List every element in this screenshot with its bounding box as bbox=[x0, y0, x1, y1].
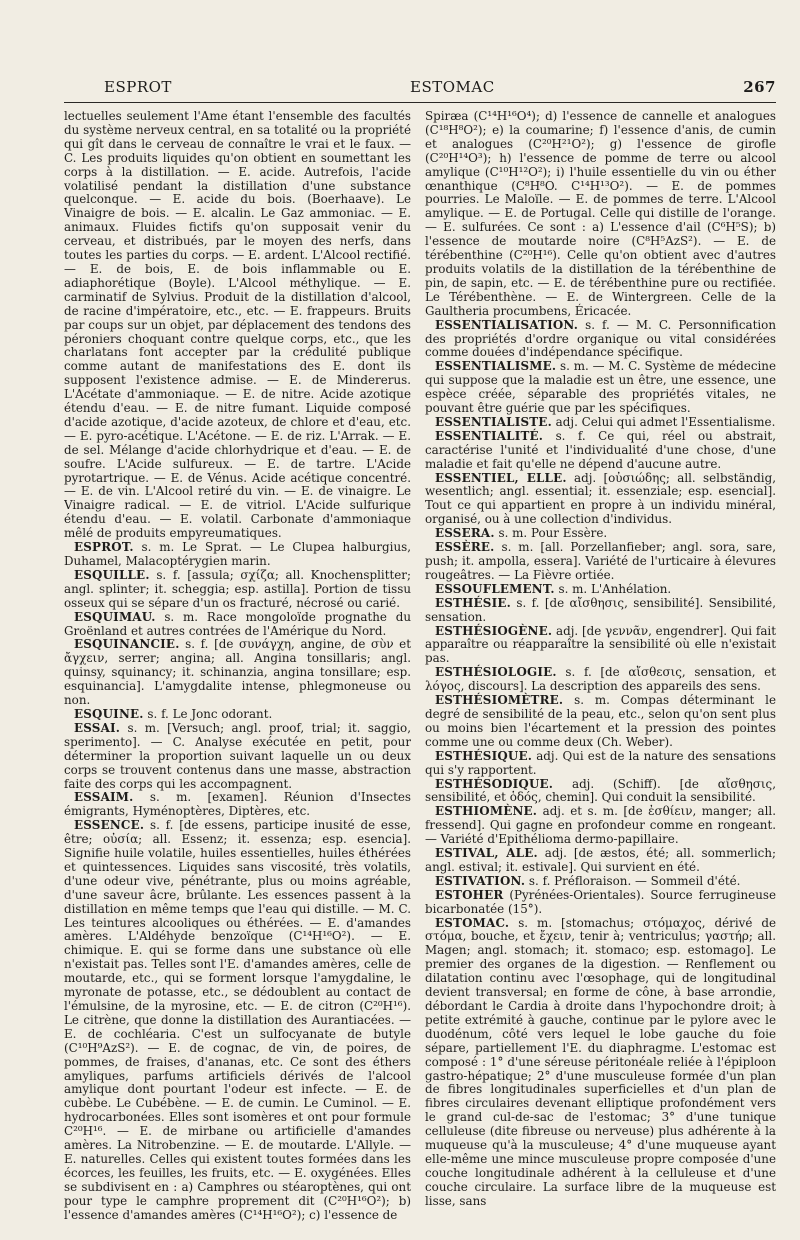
entry-definition: s. m. [Versuch; angl. proof, trial; it. saggio, sperimento]. — C. Analyse exécutée en petit, pour déterminer la proportion suivant laquelle un ou deux corps se trouvent contenus dans une masse, abstraction faite des corps qui les accompagnent. bbox=[64, 720, 411, 791]
entry-headword: ESTHÉSIOMÈTRE. bbox=[435, 693, 564, 708]
entry-definition: s. m. Le Sprat. — Le Clupea halburgius, Duhamel, Malacoptérygien marin. bbox=[64, 540, 411, 568]
entry-headword: ESTOHER bbox=[435, 887, 504, 902]
header-center-word: ESTOMAC bbox=[410, 78, 495, 96]
entry-definition: adj. [de æstos, été; all. sommerlich; angl. estival; it. estivale]. Qui survient en été. bbox=[425, 846, 776, 874]
entry-definition: s. m. Pour Essère. bbox=[494, 526, 608, 541]
entry-definition: s. m. [examen]. Réunion d'Insectes émigrants, Hyménoptères, Diptères, etc. bbox=[64, 790, 411, 819]
dictionary-entry bbox=[425, 778, 776, 806]
dictionary-entry bbox=[64, 541, 411, 569]
entry-definition: s. m. — M. C. Système de médecine qui suppose que la maladie est un être, une essence, une espèce créée, séparable des propriétés vitales, ne pouvant être guérie que par les spécifiques. bbox=[425, 359, 776, 416]
entry-definition: s. f. Le Jonc odorant. bbox=[143, 706, 273, 721]
dictionary-entry bbox=[425, 889, 776, 917]
entry-definition: s. f. Préfloraison. — Sommeil d'été. bbox=[525, 873, 741, 888]
entry-headword: ESTIVATION. bbox=[435, 873, 526, 888]
dictionary-entry bbox=[64, 708, 411, 722]
entry-continuation bbox=[425, 110, 776, 319]
entry-definition: adj. Qui est de la nature des sensations qui s'y rapportent. bbox=[425, 748, 776, 777]
entry-headword: ESTHÉSIOGÈNE. bbox=[435, 623, 553, 638]
right-column bbox=[425, 110, 776, 1230]
entry-headword: ESSENTIALISTE. bbox=[435, 414, 552, 429]
entry-definition: s. f. [de essens, participe inusité de esse, être; οὐσία; all. Essenz; it. essenza; esp. esencia]. Signifie huile volatile, huiles essentielles, huiles éthérées et quintessences. Liquides sans viscosité, très volatils, d'une odeur vive, pénétrante, plus ou moins agréable, d'une saveur âcre, brûlante. Les essences passent à la distillation en même temps que l'eau qui distille. — M. C. Les teintures alcooliques ou éthérées. — E. d'amandes amères. L'Aldéhyde benzoïque (C¹⁴H¹⁶O²). — E. chimique. E. qui se forme dans une substance où elle n'existait pas. Telles sont l'E. d'amandes amères, celle de moutarde, etc., qui se forment lorsque l'amygdaline, le myronate de potasse, etc., se dédoublent au contact de l'émulsine, de la myrosine, etc. — E. de citron (C²⁰H¹⁶). Le citrène, que donne la distillation des Aurantiacées. — E. de cochléaria. C'est un sulfocyanate de butyle (C¹⁰H⁹AzS²). — E. de cognac, de vin, de poires, de pommes, de fraises, d'ananas, etc. Ce sont des éthers amyliques, parfums artificiels dérivés de l'alcool amylique dont pourtant l'odeur est infecte. — E. de cubèbe. Le Cubébène. — E. de cumin. Le Cuminol. — E. hydrocarbonées. Elles sont isomères et ont pour formule C²⁰H¹⁶. — E. de mirbane ou artificielle d'amandes amères. La Nitrobenzine. — E. de moutarde. L'Allyle. — E. naturelles. Celles qui existent toutes formées dans les écorces, les feuilles, les fruits, etc. — E. oxygénées. Elles se subdivisent en : a) Camphres ou stéaroptènes, qui ont pour type le camphre proprement dit (C²⁰H¹⁶O²); b) l'essence d'amandes amères (C¹⁴H¹⁶O²); c) l'essence de bbox=[64, 818, 411, 1222]
left-column bbox=[64, 110, 411, 1230]
dictionary-entry bbox=[425, 472, 776, 528]
entry-definition: s. f. — M. C. Personnification des propriétés d'ordre organique ou vital considérées comme douées d'indépendance spécifique. bbox=[425, 317, 776, 360]
dictionary-entry bbox=[425, 360, 776, 416]
dictionary-entry bbox=[425, 666, 776, 694]
entry-definition: Spiræa (C¹⁴H¹⁶O⁴); d) l'essence de cannelle et analogues (C¹⁸H⁸O²); e) la coumarine; f) l'essence d'anis, de cumin et analogues (C²⁰H²¹O²); g) l'essence de girofle (C²⁰H¹⁴O³); h) l'essence de pomme de terre ou alcool amylique (C¹⁰H¹²O²); i) l'huile essentielle du vin ou éther œnanthique (C⁸H⁸O. C¹⁴H¹³O²). — E. de pommes pourries. Le Maloïle. — E. de pommes de terre. L'Alcool amylique. — E. de Portugal. Celle qui distille de l'orange. — E. sulfurées. Ce sont : a) L'essence d'ail (C⁶H⁵S); b) l'essence de moutarde noire (C⁸H⁵AzS²). — E. de térébenthine (C²⁰H¹⁶). Celle qu'on obtient avec d'autres produits volatils de la distillation de la térébenthine de pin, de sapin, etc. — E. de térébenthine pure ou rectifiée. Le Térébenthène. — E. de Wintergreen. Celle de la Gaultheria procumbens, Éricacée. bbox=[425, 110, 776, 318]
entry-definition: s. f. [de αἴσθεσις, sensation, et λόγος, discours]. La description des appareils des sens. bbox=[425, 665, 776, 694]
entry-continuation bbox=[64, 110, 411, 541]
entry-definition: adj. [de γεννᾶν, engendrer]. Qui fait apparaître ou réapparaître la sensibilité où elle n'existait pas. bbox=[425, 623, 776, 666]
entry-definition: adj. [οὐσιώδης; all. selbständig, wesentlich; angl. essential; it. essenziale; esp. esencial]. Tout ce qui appartient en propre à un individu minéral, organisé, ou à une collection d'individus. bbox=[425, 470, 776, 527]
entry-headword: ESSERA. bbox=[435, 526, 495, 541]
entry-headword: ESTHÉSIOLOGIE. bbox=[435, 665, 557, 680]
entry-headword: ESTHÉSODIQUE. bbox=[435, 776, 554, 791]
header-rule bbox=[64, 102, 776, 103]
dictionary-entry bbox=[64, 722, 411, 792]
entry-definition: s. m. L'Anhélation. bbox=[554, 581, 672, 596]
entry-headword: ESSENTIEL, ELLE. bbox=[435, 470, 567, 485]
entry-definition: s. f. [de συνάγχη, angine, de σὺν et ἄγχειν, serrer; angina; all. Angina tonsillaris; angl. quinsy, squinancy; it. schinanzia, angina tonsillare; esp. esquinancia]. L'amygdalite intense, phlegmoneuse ou non. bbox=[64, 637, 411, 708]
entry-definition: s. m. [stomachus; στόμαχος, dérivé de στόμα, bouche, et ἔχειν, tenir à; ventriculus; γαστήρ; all. Magen; angl. stomach; it. stomaco; esp. estomago]. Le premier des organes de la digestion. — Renflement ou dilatation continu avec l'œsophage, qui de longitudinal devient transversal; en forme de cône, à base arrondie, débordant le Cardia à droite dans l'hypochondre droit; à petite extrémité à gauche, continue par le pylore avec le duodénum, côté vers lequel le lobe gauche du foie sépare, partiellement l'E. du diaphragme. L'estomac est composé : 1° d'une séreuse péritonéale reliée à l'épiploon gastro-hépatique; 2° d'une musculeuse formée d'un plan de fibres longitudinales superficielles et d'un plan de fibres circulaires devenant elliptique profondément vers le grand cul-de-sac de l'estomac; 3° d'une tunique celluleuse (dite fibreuse ou nerveuse) plus adhérente à la muqueuse qu'à la musculeuse; 4° d'une muqueuse ayant elle-même une mince musculeuse propre composée d'une couche longitudinale adhérent à la celluleuse et d'une couche circulaire. La surface libre de la muqueuse est lisse, sans bbox=[425, 915, 776, 1208]
entry-headword: ESSENTIALITÉ. bbox=[435, 428, 544, 443]
entry-definition: lectuelles seulement l'Ame étant l'ensemble des facultés du système nerveux central, en sa totalité ou la propriété qui gît dans le cerveau de connaître le vrai et le faux. — C. Les produits liquides qu'on obtient en soumettant les corps à la distillation. — E. acide. Autrefois, l'acide volatilisé pendant la distillation d'une substance quelconque. — E. acide du bois. (Boerhaave). Le Vinaigre de bois. — E. alcalin. Le Gaz ammoniac. — E. animaux. Fluides fictifs qu'on supposait venir du cerveau, et distribués, par le moyen des nerfs, dans toutes les parties du corps. — E. ardent. L'Alcool rectifié. — E. de bois, E. de bois inflammable ou E. adiaphorétique (Boyle). L'Alcool méthylique. — E. carminatif de Sylvius. Produit de la distillation d'alcool, de racine d'impératoire, etc., etc. — E. frappeurs. Bruits par coups sur un objet, par déplacement des tendons des péroniers choquant contre quelque corps, etc., que les charlatans font accepter par la crédulité publique comme autant de manifestations des E. dont ils supposent l'existence admise. — E. de Mindererus. L'Acétate d'ammoniaque. — E. de nitre. Acide azotique étendu d'eau. — E. de nitre fumant. Liquide composé d'acide azotique, d'acide azoteux, de chlore et d'eau, etc. — E. pyro-acétique. L'Acétone. — E. de riz. L'Arrak. — E. de sel. Mélange d'acide chlorhydrique et d'eau. — E. de soufre. L'Acide sulfureux. — E. de tartre. L'Acide pyrotartrique. — E. de Vénus. Acide acétique concentré. — E. de vin. L'Alcool retiré du vin. — E. de vinaigre. Le Vinaigre radical. — E. de vitriol. L'Acide sulfurique étendu d'eau. — E. volatil. Carbonate d'ammoniaque mêlé de produits empyreumatiques. bbox=[64, 110, 411, 541]
entry-headword: ESPROT. bbox=[74, 540, 134, 555]
dictionary-entry bbox=[425, 416, 776, 430]
entry-headword: ESQUINE. bbox=[74, 706, 144, 721]
entry-definition: s. m. Compas déterminant le degré de sensibilité de la peau, etc., selon qu'on sent plus ou moins bien l'écartement et la pression des pointes comme une ou comme deux (Ch. Weber). bbox=[425, 693, 776, 749]
entry-headword: ESSOUFLEMENT. bbox=[435, 581, 555, 596]
dictionary-entry bbox=[425, 527, 776, 541]
dictionary-entry bbox=[64, 791, 411, 819]
entry-headword: ESTHÉSIE. bbox=[435, 595, 511, 610]
entry-headword: ESSAI. bbox=[74, 720, 121, 735]
entry-headword: ESQUINANCIE. bbox=[74, 637, 180, 652]
dictionary-entry bbox=[425, 847, 776, 875]
entry-headword: ESSENTIALISME. bbox=[435, 359, 557, 374]
entry-definition: s. f. [assula; σχίζα; all. Knochensplitter; angl. splinter; it. scheggia; esp. astilla]. Portion de tissu osseux qui se sépare d'un os fracturé, nécrosé ou carié. bbox=[64, 567, 411, 610]
running-header bbox=[64, 78, 776, 100]
entry-headword: ESSENCE. bbox=[74, 818, 145, 833]
entry-headword: ESTIVAL, ALE. bbox=[435, 846, 538, 861]
entry-headword: ESTHIOMÈNE. bbox=[435, 804, 538, 819]
dictionary-entry bbox=[425, 694, 776, 750]
entry-definition: adj. Celui qui admet l'Essentialisme. bbox=[551, 414, 776, 429]
dictionary-entry bbox=[425, 541, 776, 583]
entry-headword: ESTOMAC. bbox=[435, 915, 510, 930]
entry-definition: adj. et s. m. [de ἐσθίειν, manger; all. fressend]. Qui gagne en profondeur comme en rongeant. — Variété d'Epithélioma dermo-papillaire. bbox=[425, 804, 776, 847]
header-left-word: ESPROT bbox=[104, 78, 172, 96]
dictionary-entry bbox=[425, 625, 776, 667]
dictionary-entry bbox=[425, 805, 776, 847]
dictionary-entry bbox=[425, 430, 776, 472]
entry-headword: ESSAIM. bbox=[74, 790, 134, 805]
entry-definition: s. m. Race mongoloïde prognathe du Groënland et autres contrées de l'Amérique du Nord. bbox=[64, 609, 411, 638]
dictionary-entry bbox=[425, 583, 776, 597]
dictionary-entry bbox=[64, 638, 411, 708]
entry-definition: adj. (Schiff). [de αἴσθησις, sensibilité, et ὁδός, chemin]. Qui conduit la sensibilité. bbox=[425, 776, 776, 805]
entry-definition: s. f. Ce qui, réel ou abstrait, caractérise l'unité et l'individualité d'une chose, d'une maladie et fait qu'elle ne dépend d'aucune autre. bbox=[425, 428, 776, 471]
dictionary-entry bbox=[425, 319, 776, 361]
entry-definition: s. f. [de αἴσθησις, sensibilité]. Sensibilité, sensation. bbox=[425, 595, 776, 624]
entry-headword: ESSÈRE. bbox=[435, 540, 495, 555]
entry-headword: ESQUILLE. bbox=[74, 567, 150, 582]
entry-definition: s. m. [all. Porzellanfieber; angl. sora, sare, push; it. ampolla, essera]. Variété de l'urticaire à élevures rougeâtres. — La Fièvre ortiée. bbox=[425, 540, 776, 582]
dictionary-entry bbox=[64, 819, 411, 1222]
entry-headword: ESTHÉSIQUE. bbox=[435, 748, 533, 763]
dictionary-entry bbox=[425, 917, 776, 1209]
page-number: 267 bbox=[743, 78, 776, 96]
entry-headword: ESSENTIALISATION. bbox=[435, 317, 579, 332]
dictionary-entry bbox=[425, 875, 776, 889]
dictionary-entry bbox=[425, 597, 776, 625]
dictionary-entry bbox=[64, 611, 411, 639]
dictionary-entry bbox=[425, 750, 776, 778]
entry-headword: ESQUIMAU. bbox=[74, 609, 156, 624]
dictionary-entry bbox=[64, 569, 411, 611]
entry-definition: (Pyrénées-Orientales). Source ferrugineuse bicarbonatée (15°). bbox=[425, 887, 776, 916]
